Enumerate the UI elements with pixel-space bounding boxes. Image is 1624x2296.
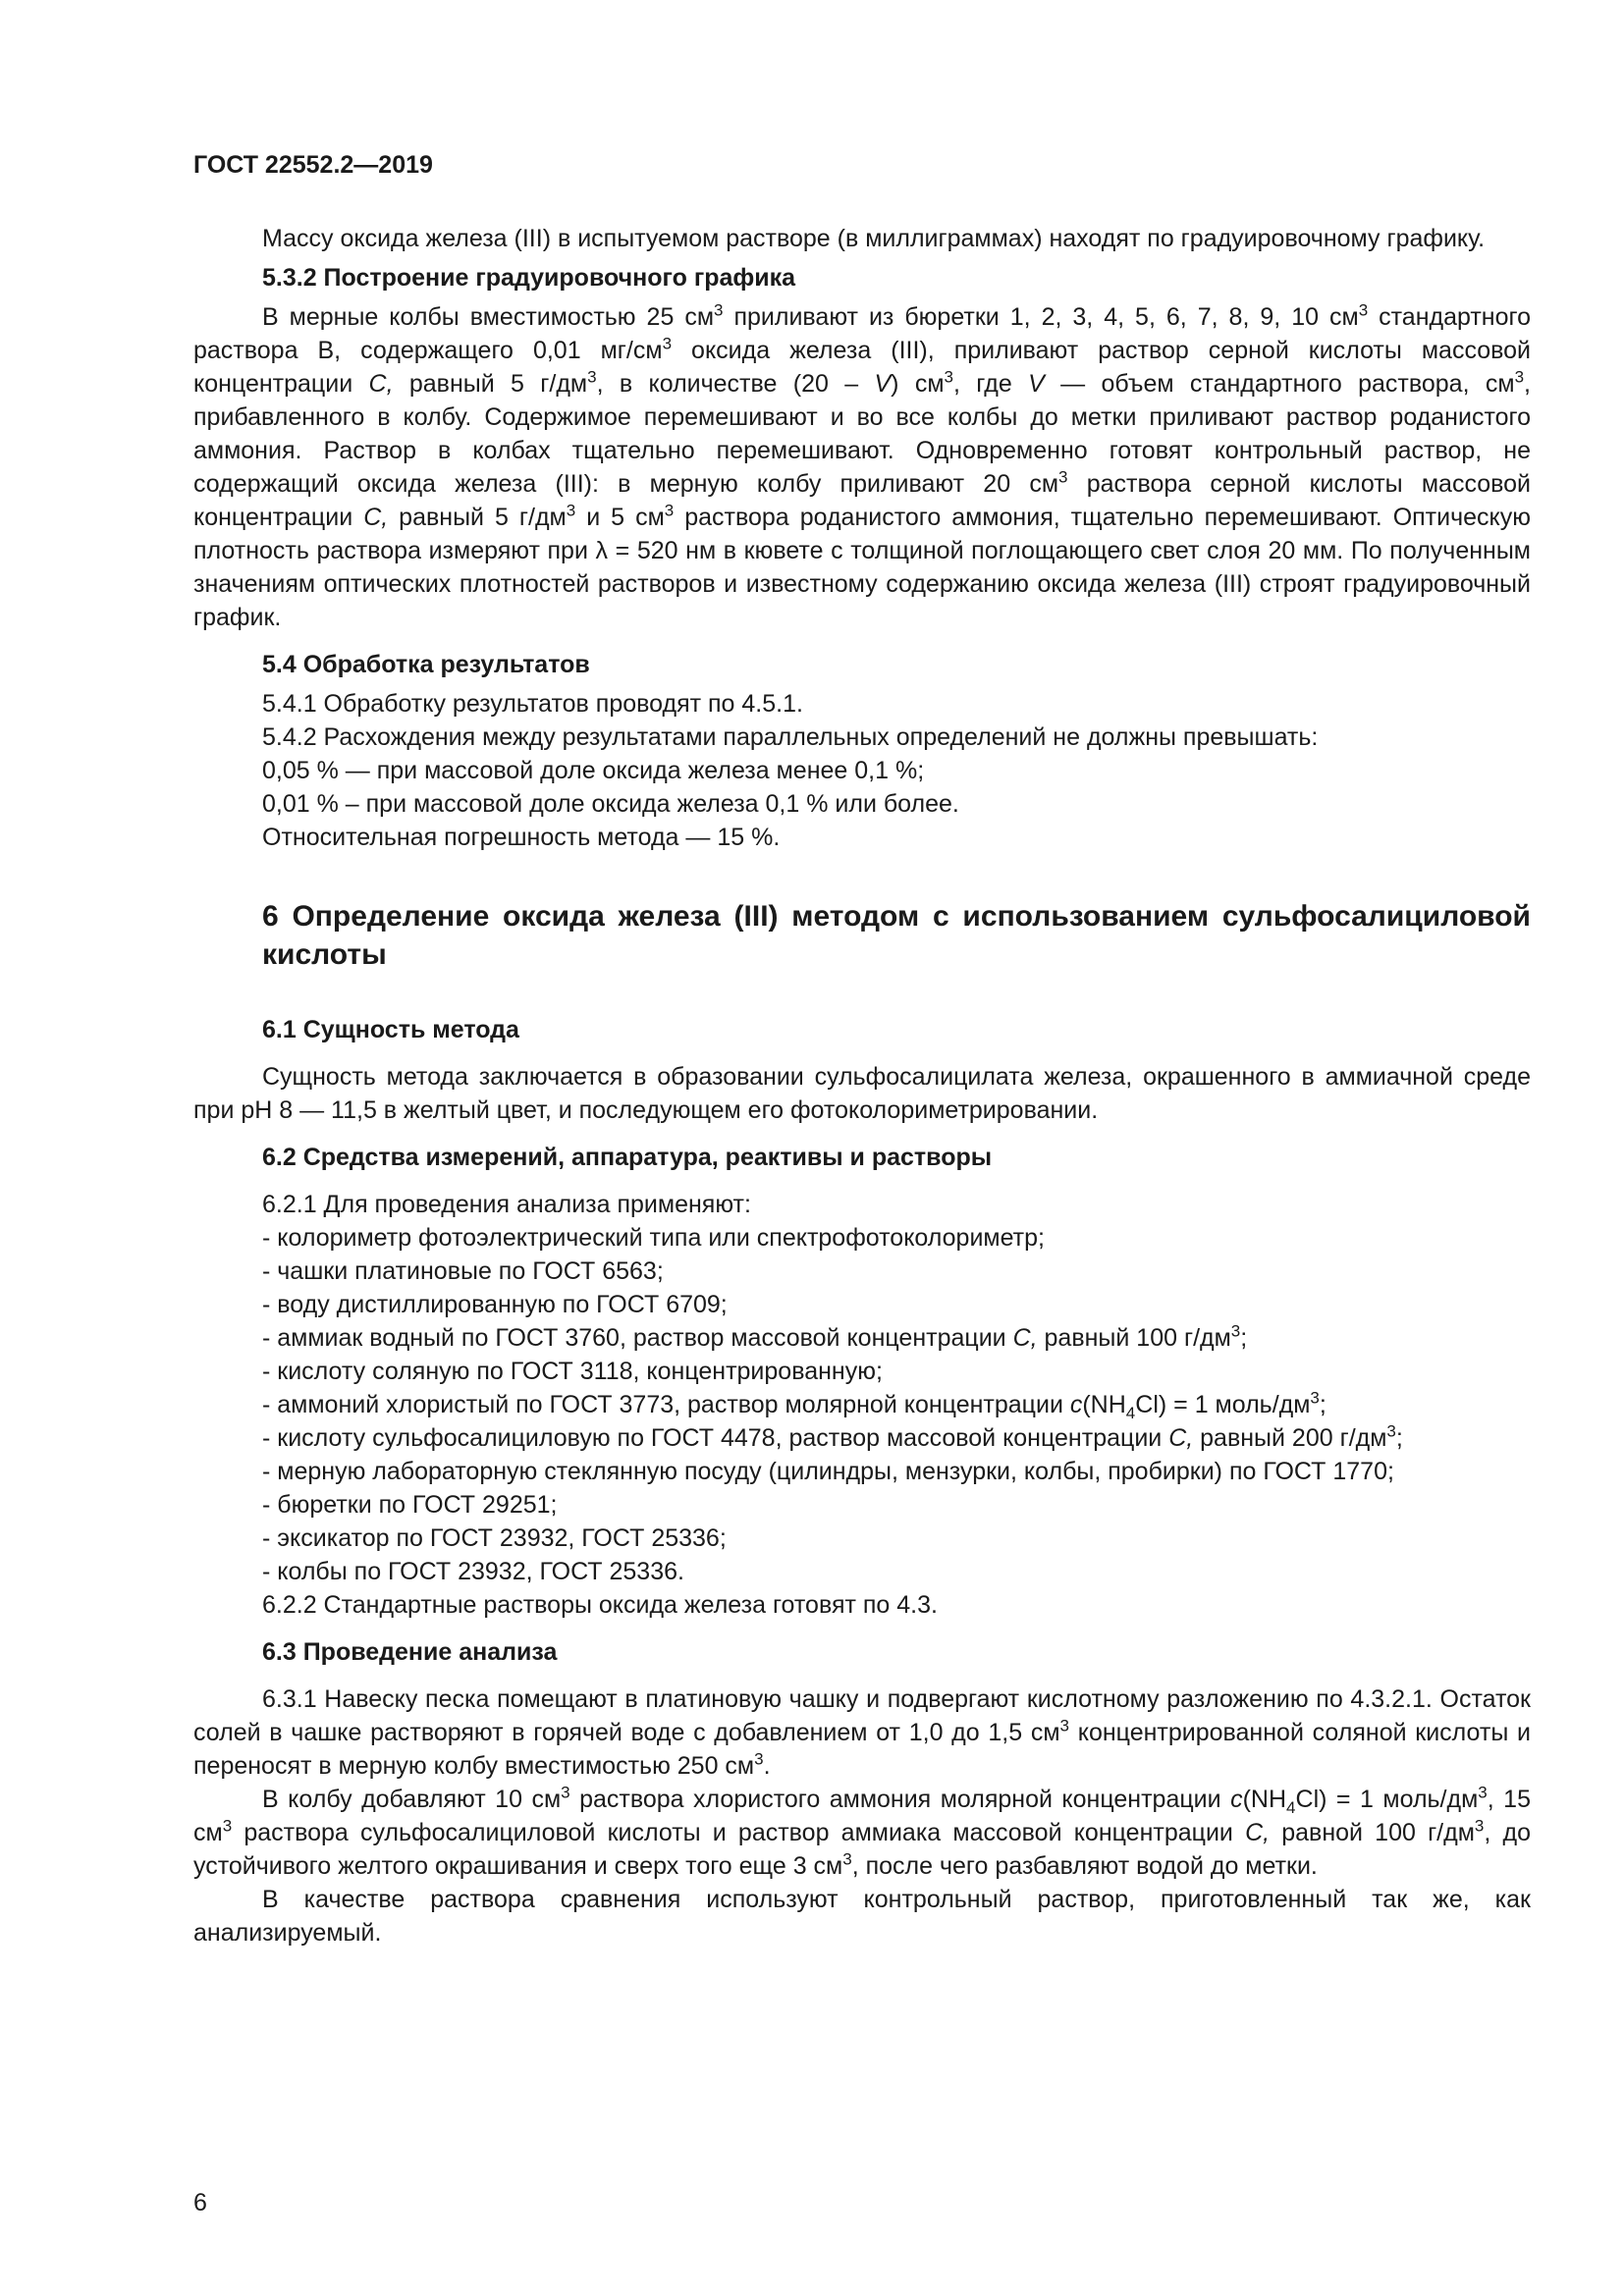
list-item: - бюретки по ГОСТ 29251; [262, 1491, 558, 1519]
list-item: - кислоту соляную по ГОСТ 3118, концентрированную; [262, 1358, 883, 1385]
paragraph-5-4-2-c: Относительная погрешность метода — 15 %. [262, 824, 781, 851]
list-item: - аммоний хлористый по ГОСТ 3773, раствор молярной концентрации $с(NH_4Cl) = 1$ моль/$дм^3$; [262, 1388, 1326, 1422]
list-item: - воду дистиллированную по ГОСТ 6709; [262, 1291, 728, 1318]
list-item: - эксикатор по ГОСТ 23932, ГОСТ 25336; [262, 1524, 727, 1552]
heading-6-1: 6.1 Сущность метода [262, 1016, 519, 1043]
paragraph-6-3-2: В колбу добавляют 10 $см^3$ раствора хлористого аммония молярной концентрации $с(NH_4Cl) = 1$ моль/$дм^3$, 15 $см^3$ раствора сульфосалициловой кислоты и раствор аммиака массовой концентрации С, равной 100 $г/дм^3$, до устойчивого желтого окрашивания и сверх того еще 3 $см^3$, после чего разбавляют водой до метки. [193, 1783, 1531, 1880]
paragraph-5-4-1: 5.4.1 Обработку результатов проводят по 4.5.1. [262, 690, 803, 718]
paragraph-5-3-2: В мерные колбы вместимостью 25 $см^3$ приливают из бюретки 1, 2, 3, 4, 5, 6, 7, 8, 9, 10 $см^3$ стандартного раствора В, содержащего 0,01 $мг/см^3$ оксида железа (III), приливают раствор серной кислоты массовой концентрации С, равный 5 $г/дм^3$, в количестве (20 – V) $см^3$, где V — объем стандартного раствора, $см^3$, прибавленного в колбу. Содержимое перемешивают и во все колбы до метки приливают раствор роданистого аммония. Раствор в колбах тщательно перемешивают. Одновременно готовят контрольный раствор, не содержащий оксида железа (III): в мерную колбу приливают 20 $см^3$ раствора серной кислоты массовой концентрации С, равный 5 $г/дм^3$ и 5 $см^3$ раствора роданистого аммония, тщательно перемешивают. Оптическую плотность раствора измеряют при λ = 520 нм в кювете с толщиной поглощающего свет слоя 20 мм. По полученным значениям оптических плотностей растворов и известному содержанию оксида железа (III) строят градуировочный график. [193, 300, 1531, 631]
section-6-heading: 6 Определение оксида железа (III) методом с использованием сульфосалициловой кислоты [262, 900, 1531, 971]
paragraph-5-4-2-b: 0,01 % – при массовой доле оксида железа 0,1 % или более. [262, 790, 959, 818]
list-item: - колбы по ГОСТ 23932, ГОСТ 25336. [262, 1558, 684, 1585]
paragraph-6-1: Сущность метода заключается в образовании сульфосалицилата железа, окрашенного в аммиачной среде при рН 8 — 11,5 в желтый цвет, и последующем его фотоколориметрировании. [193, 1063, 1531, 1124]
paragraph-5-4-2: 5.4.2 Расхождения между результатами параллельных определений не должны превышать: [262, 723, 1319, 751]
list-item: - мерную лабораторную стеклянную посуду (цилиндры, мензурки, колбы, пробирки) по ГОСТ 1770; [262, 1458, 1394, 1485]
heading-5-3-2: 5.3.2 Построение градуировочного графика [262, 264, 796, 292]
heading-6-2: 6.2 Средства измерений, аппаратура, реактивы и растворы [262, 1144, 993, 1171]
paragraph-6-2-1: 6.2.1 Для проведения анализа применяют: [262, 1191, 751, 1218]
heading-6-3: 6.3 Проведение анализа [262, 1638, 558, 1666]
paragraph-6-2-2: 6.2.2 Стандартные растворы оксида железа готовят по 4.3. [262, 1591, 938, 1619]
paragraph-6-3-1: 6.3.1 Навеску песка помещают в платиновую чашку и подвергают кислотному разложению по 4.3.2.1. Остаток солей в чашке растворяют в горячей воде с добавлением от 1,0 до 1,5 $см^3$ концентрированной соляной кислоты и переносят в мерную колбу вместимостью 250 $см^3$. [193, 1685, 1531, 1780]
heading-5-4: 5.4 Обработка результатов [262, 651, 590, 678]
paragraph-5-4-2-a: 0,05 % — при массовой доле оксида железа менее 0,1 %; [262, 757, 925, 784]
list-item: - кислоту сульфосалициловую по ГОСТ 4478, раствор массовой концентрации С, равный 200 $г/дм^3$; [262, 1421, 1403, 1452]
document-body [193, 222, 1531, 1949]
paragraph-6-3-3: В качестве раствора сравнения используют контрольный раствор, приготовленный так же, как анализируемый. [193, 1886, 1531, 1947]
paragraph-mass: Массу оксида железа (III) в испытуемом растворе (в миллиграммах) находят по градуировочному графику. [262, 225, 1486, 252]
list-item: - колориметр фотоэлектрический типа или спектрофотоколориметр; [262, 1224, 1045, 1252]
page-number: 6 [193, 2189, 207, 2216]
standard-header: ГОСТ 22552.2—2019 [193, 151, 433, 179]
list-item: - аммиак водный по ГОСТ 3760, раствор массовой концентрации С, равный 100 $г/дм^3$; [262, 1321, 1248, 1352]
list-item: - чашки платиновые по ГОСТ 6563; [262, 1257, 664, 1285]
